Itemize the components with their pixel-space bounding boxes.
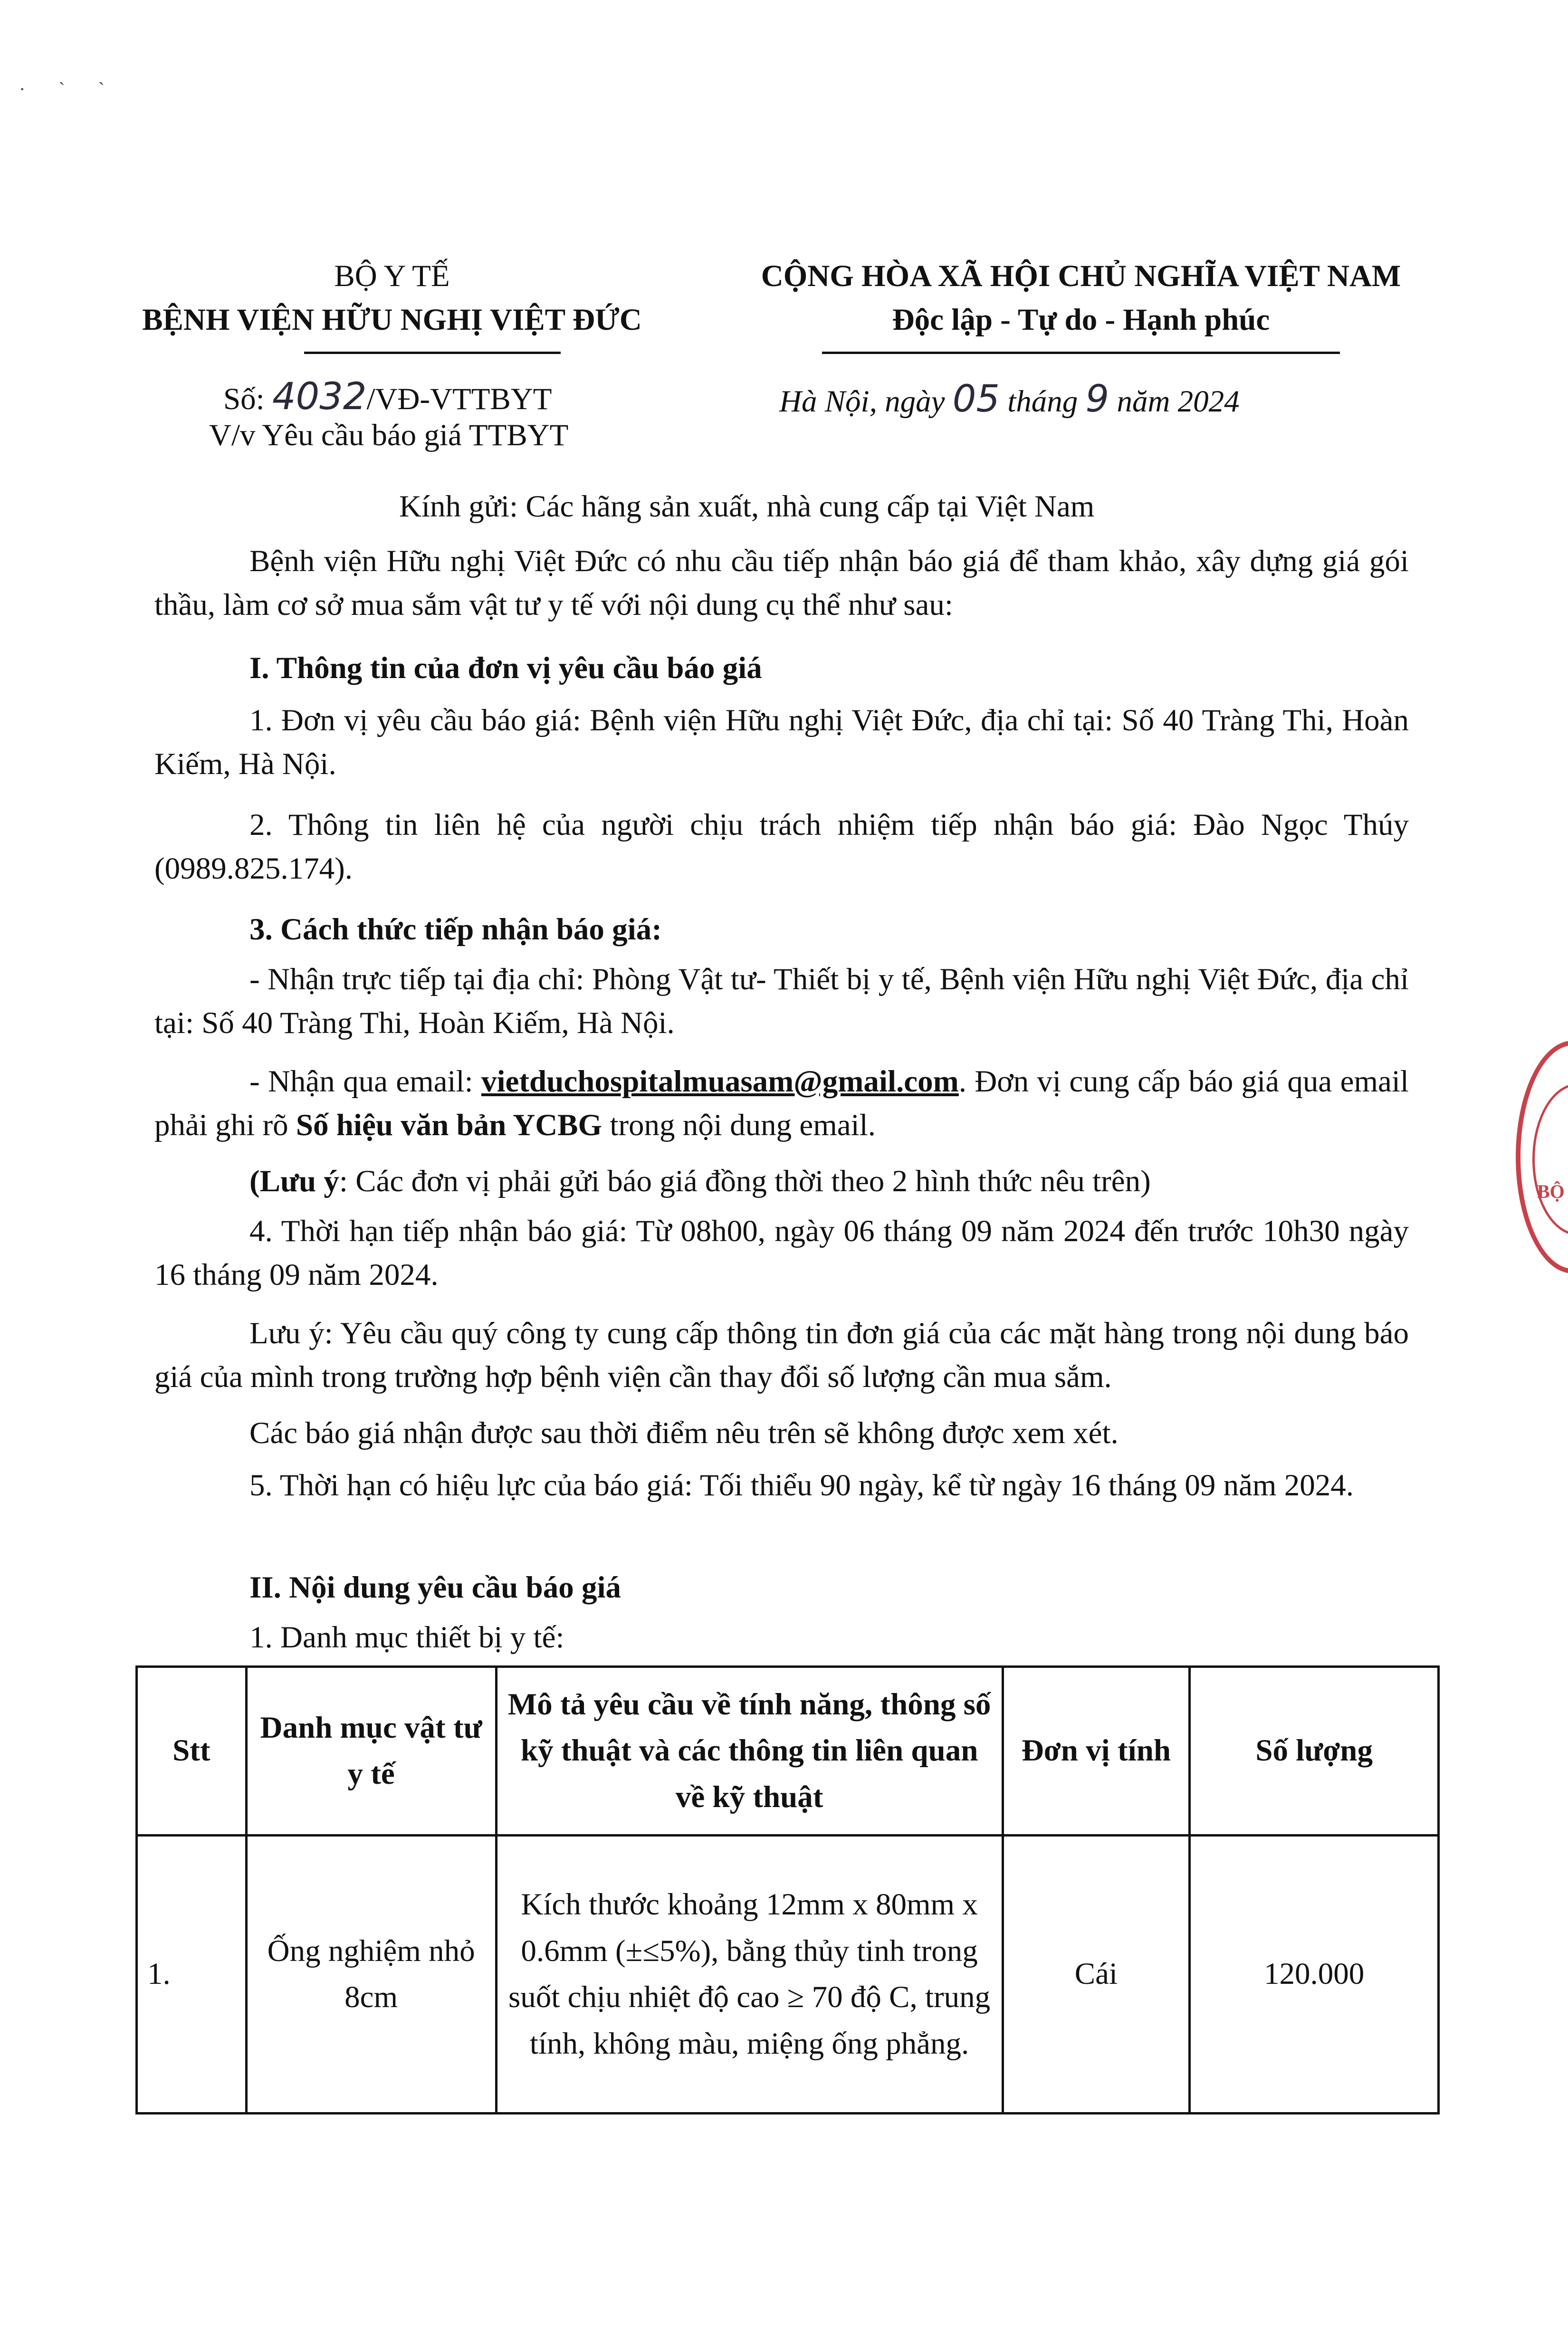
document-subject: V/v Yêu cầu báo giá TTBYT <box>209 418 569 452</box>
intro-paragraph: Bệnh viện Hữu nghị Việt Đức có nhu cầu tiếp nhận báo giá để tham khảo, xây dựng giá gói thầu, làm cơ sở mua sắm vật tư y tế với nội dung cụ thể như sau: <box>154 544 1409 622</box>
col-stt-header: Stt <box>137 1667 247 1836</box>
col-qty-header: Số lượng <box>1190 1667 1439 1836</box>
item3-email-paragraph: - Nhận qua email: vietduchospitalmuasam@gmail.com. Đơn vị cung cấp báo giá qua email phải ghi rõ Số hiệu văn bản YCBG trong nội dung email. <box>154 1064 1409 1143</box>
note3-paragraph: Các báo giá nhận được sau thời điểm nêu trên sẽ không được xem xét. <box>249 1416 1119 1450</box>
equipment-table <box>135 1665 1440 2114</box>
hospital-name: BỆNH VIỆN HỮU NGHỊ VIỆT ĐỨC <box>142 303 642 337</box>
item5-paragraph: 5. Thời hạn có hiệu lực của báo giá: Tối thiểu 90 ngày, kể từ ngày 16 tháng 09 năm 2024. <box>249 1468 1354 1502</box>
item3-title: 3. Cách thức tiếp nhận báo giá: <box>249 912 662 947</box>
republic-title: CỘNG HÒA XÃ HỘI CHỦ NGHĨA VIỆT NAM <box>761 259 1401 293</box>
scan-specks: · ` ` <box>19 78 119 100</box>
item4-paragraph: 4. Thời hạn tiếp nhận báo giá: Từ 08h00, ngày 06 tháng 09 năm 2024 đến trước 10h30 ngày 16 tháng 09 năm 2024. <box>154 1214 1409 1292</box>
cell-desc: Kích thước khoảng 12mm x 80mm x 0.6mm (±≤5%), bằng thủy tinh trong suốt chịu nhiệt độ cao ≥ 70 độ C, trung tính, không màu, miệng ống phẳng. <box>496 1836 1003 2114</box>
note2-paragraph: Lưu ý: Yêu cầu quý công ty cung cấp thông tin đơn giá của các mặt hàng trong nội dung báo giá của mình trong trường hợp bệnh viện cần thay đổi số lượng cần mua sắm. <box>154 1316 1409 1395</box>
document-number-handwritten: 4032 <box>272 375 367 418</box>
date-day-handwritten: 05 <box>952 378 1000 421</box>
note-paragraph: (Lưu ý: Các đơn vị phải gửi báo giá đồng thời theo 2 hình thức nêu trên) <box>249 1164 1151 1198</box>
salutation: Kính gửi: Các hãng sản xuất, nhà cung cấp tại Việt Nam <box>399 489 1095 524</box>
item1-paragraph: 1. Đơn vị yêu cầu báo giá: Bệnh viện Hữu nghị Việt Đức, địa chỉ tại: Số 40 Tràng Thi, Hoàn Kiếm, Hà Nội. <box>154 703 1409 782</box>
motto: Độc lập - Tự do - Hạnh phúc <box>892 303 1270 337</box>
col-desc-header: Mô tả yêu cầu về tính năng, thông số kỹ thuật và các thông tin liên quan về kỹ thuật <box>496 1667 1003 1836</box>
cell-name: Ống nghiệm nhỏ 8cm <box>246 1836 496 2114</box>
col-unit-header: Đơn vị tính <box>1003 1667 1190 1836</box>
table-header-row <box>137 1667 1439 1836</box>
cell-qty: 120.000 <box>1190 1836 1439 2114</box>
cell-stt: 1. <box>137 1836 247 2114</box>
document-number: Số: 4032/VĐ-VTTBYT <box>223 375 552 418</box>
document-date: Hà Nội, ngày 05 tháng 9 năm 2024 <box>779 378 1240 421</box>
table-row <box>137 1836 1439 2114</box>
section1-title: I. Thông tin của đơn vị yêu cầu báo giá <box>249 651 762 685</box>
cell-unit: Cái <box>1003 1836 1190 2114</box>
header-left <box>119 254 665 342</box>
section2-title: II. Nội dung yêu cầu báo giá <box>249 1570 621 1605</box>
list-title: 1. Danh mục thiết bị y tế: <box>249 1620 564 1655</box>
stamp-text: BỘ <box>1537 1181 1565 1202</box>
col-name-header: Danh mục vật tư y tế <box>246 1667 496 1836</box>
hospital-underline <box>304 352 561 354</box>
email-link[interactable]: vietduchospitalmuasam@gmail.com <box>481 1064 959 1099</box>
ministry-name: BỘ Y TẾ <box>334 259 450 293</box>
header-right <box>665 254 1497 342</box>
motto-underline <box>822 352 1340 354</box>
item2-paragraph: 2. Thông tin liên hệ của người chịu trách nhiệm tiếp nhận báo giá: Đào Ngọc Thúy (0989.825.174). <box>154 808 1409 886</box>
date-month-handwritten: 9 <box>1085 378 1109 421</box>
item3-direct-paragraph: - Nhận trực tiếp tại địa chỉ: Phòng Vật tư- Thiết bị y tế, Bệnh viện Hữu nghị Việt Đức, địa chỉ tại: Số 40 Tràng Thi, Hoàn Kiếm, Hà Nội. <box>154 962 1409 1041</box>
